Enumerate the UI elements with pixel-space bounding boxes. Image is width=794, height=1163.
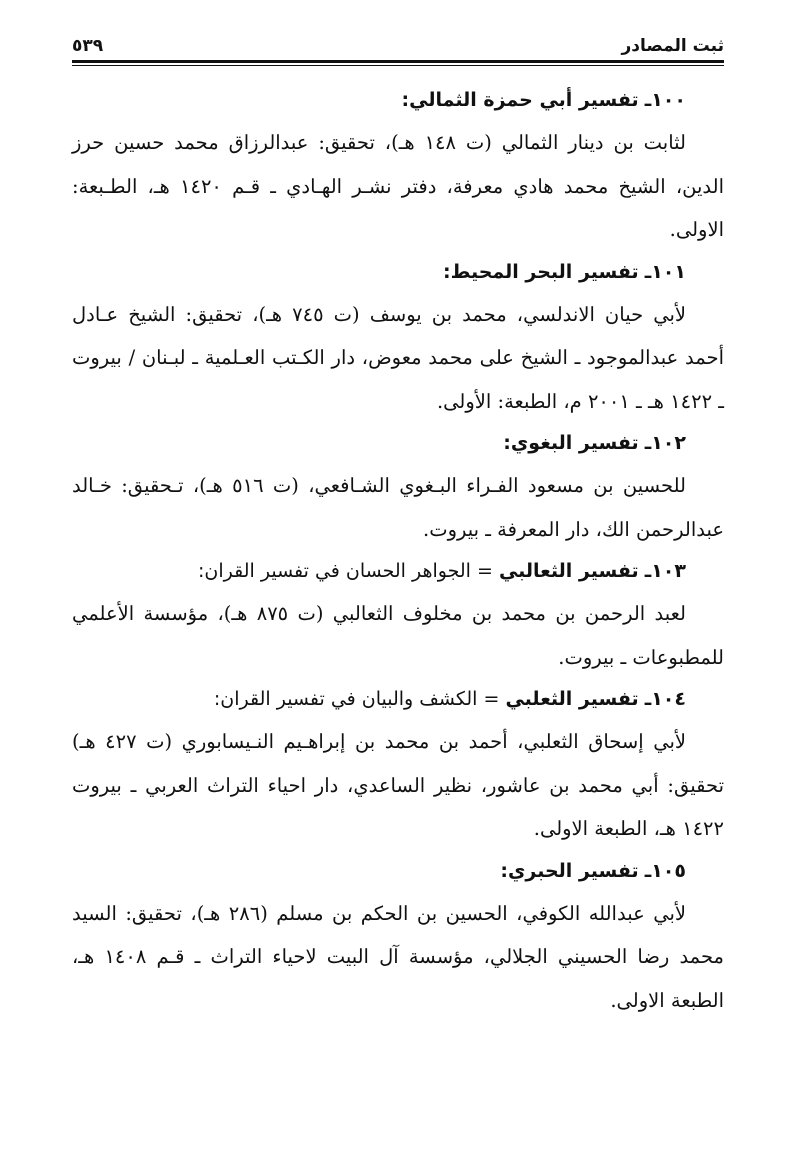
- header-rule-thin: [72, 65, 724, 66]
- entry-body: للحسين بن مسعود الفـراء البـغوي الشـافعي، (ت ٥١٦ هـ)، تـحقيق: خـالد عبدالرحمن الك، دار المعرفة ـ بيروت.: [72, 474, 724, 541]
- entry-body: لأبي حيان الاندلسي، محمد بن يوسف (ت ٧٤٥ هـ)، تحقيق: الشيخ عـادل أحمد عبدالموجود ـ الشيخ على محمد معوض، دار الكـتب العـلمية ـ لبـنان / بيروت ـ ١٤٢٢ هـ ـ ٢٠٠١ م، الطبعة: الأولى.: [72, 302, 724, 413]
- entry-number: ١٠٤ـ: [644, 688, 686, 710]
- bibliography-entry: [72, 252, 724, 424]
- entry-number: ١٠٢ـ: [644, 432, 686, 454]
- entry-title: تفسير الثعالبي: [498, 560, 639, 582]
- header-rule-thick: [72, 60, 724, 63]
- entry-number: ١٠٥ـ: [644, 859, 686, 882]
- bibliography-entry: [72, 423, 724, 551]
- entry-title: تفسير البحر المحيط:: [443, 260, 639, 283]
- entry-title: تفسير الثعلبي: [505, 688, 639, 710]
- bibliography-entry: [72, 551, 724, 679]
- entry-body: لأبي إسحاق الثعلبي، أحمد بن محمد بن إبراهـيم النـيسابوري (ت ٤٢٧ هـ) تحقيق: أبي محمد بن عاشور، نظير الساعدي، دار احياء التراث العربي ـ بيروت ١٤٢٢ هـ، الطبعة الاولى.: [72, 730, 724, 840]
- entry-alt-title: = الكشف والبيان في تفسير القران:: [213, 688, 506, 710]
- bibliography-entry: [72, 851, 724, 1023]
- entry-title: تفسير البغوي:: [503, 432, 639, 454]
- entry-heading: [72, 551, 724, 592]
- entry-body: لأبي عبدالله الكوفي، الحسين بن الحكم بن مسلم (٢٨٦ هـ)، تحقيق: السيد محمد رضا الحسيني الجلالي، مؤسسة آل البيت لاحياء التراث ـ قـم ١٤٠٨ هـ، الطبعة الاولى.: [72, 901, 724, 1012]
- entry-number: ١٠٠ـ: [644, 89, 686, 111]
- bibliography-entry: [72, 80, 724, 252]
- bibliography-entry: [72, 679, 724, 851]
- entry-heading: [72, 679, 724, 720]
- entry-heading: [72, 252, 724, 293]
- entry-title: تفسير الحبري:: [500, 859, 639, 882]
- entry-number: ١٠٣ـ: [644, 560, 686, 582]
- entry-heading: [72, 80, 724, 121]
- running-header: [72, 22, 724, 56]
- header-title: ثبت المصادر: [621, 36, 724, 56]
- entry-body: لثابت بن دينار الثمالي (ت ١٤٨ هـ)، تحقيق: عبدالرزاق محمد حسين حرز الدين، الشيخ محمد هادي معرفة، دفتر نشـر الهـادي ـ قـم ١٤٢٠ هـ، الطـبعة: الاولى.: [72, 131, 724, 241]
- entry-number: ١٠١ـ: [644, 260, 686, 283]
- page-number: ٥٣٩: [72, 36, 104, 56]
- page: [72, 22, 724, 1022]
- bibliography-entries: [72, 80, 724, 1022]
- entry-heading: [72, 851, 724, 892]
- entry-body: لعبد الرحمن بن محمد بن مخلوف الثعالبي (ت ٨٧٥ هـ)، مؤسسة الأعلمي للمطبوعات ـ بيروت.: [72, 602, 724, 669]
- entry-heading: [72, 423, 724, 464]
- entry-alt-title: = الجواهر الحسان في تفسير القران:: [198, 560, 499, 582]
- entry-title: تفسير أبي حمزة الثمالي:: [401, 89, 639, 111]
